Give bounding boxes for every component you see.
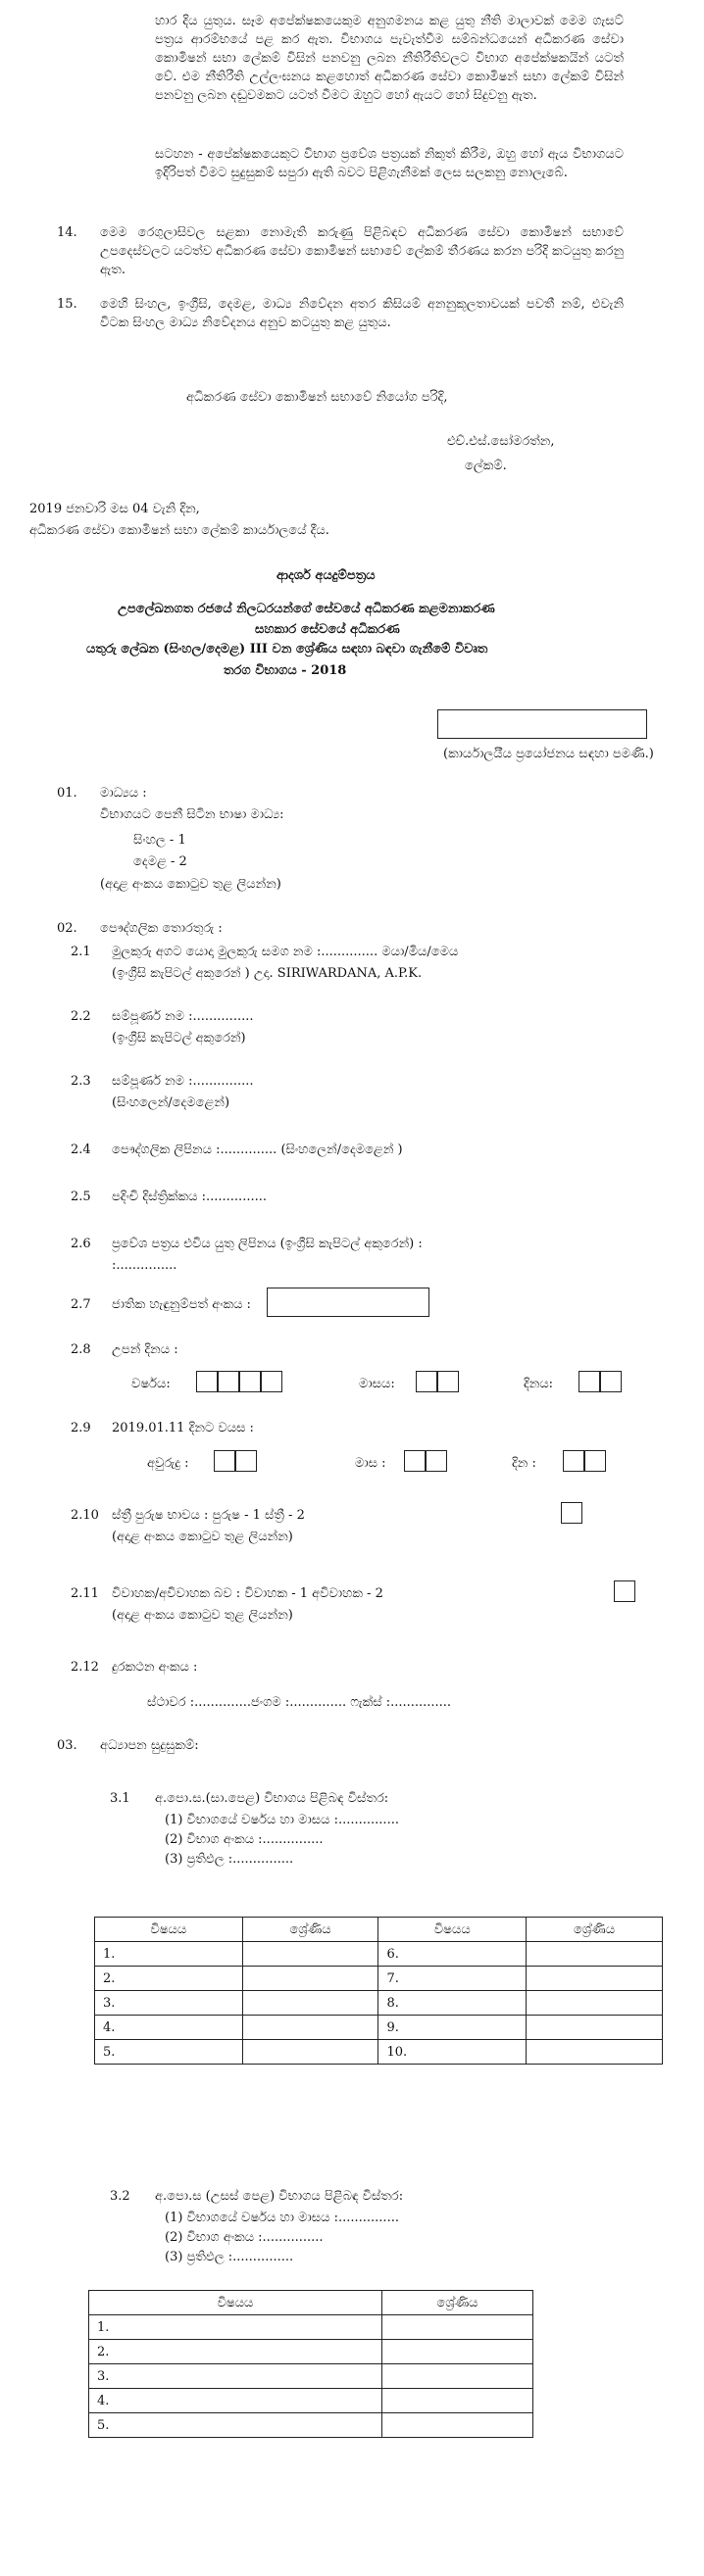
grade-cell[interactable] bbox=[527, 1991, 663, 2016]
ol-index-field[interactable]: (2) විභාග අංකය :............... bbox=[165, 1832, 324, 1847]
gender-box[interactable] bbox=[561, 1502, 582, 1524]
subject-cell[interactable]: 4. bbox=[89, 2389, 382, 2413]
age-days-label: දින : bbox=[512, 1456, 536, 1471]
table-header-row bbox=[89, 2291, 533, 2315]
admission-address-label: ප්‍රවේශ පත්‍රය එවිය යුතු ලිපිනය (ඉංග්‍රීසි කැපිටල් අකුරෙන්) : bbox=[112, 1237, 423, 1251]
al-details-label: අ.පො.ස (උසස් පෙළ) විභාගය පිළිබඳ විස්තර: bbox=[155, 2189, 404, 2204]
age-years-box[interactable] bbox=[235, 1450, 257, 1472]
subject-cell[interactable]: 5. bbox=[95, 2040, 243, 2065]
grade-cell[interactable] bbox=[527, 2016, 663, 2040]
grade-cell[interactable] bbox=[381, 2340, 532, 2364]
column-header-grade: ශ්‍රේණිය bbox=[527, 1918, 663, 1942]
column-header-grade: ශ්‍රේණිය bbox=[242, 1918, 378, 1942]
column-header-subject: විෂයය bbox=[378, 1918, 527, 1942]
item-3-2-number: 3.2 bbox=[110, 2189, 130, 2204]
column-header-grade: ශ්‍රේණිය bbox=[381, 2291, 532, 2315]
place-line: අධිකරණ සේවා කොමිෂන් සභා ලේකම් කාර්යාලයේ දීය. bbox=[29, 523, 329, 538]
section-15-number: 15. bbox=[57, 297, 77, 312]
item-2-9-number: 2.9 bbox=[71, 1421, 91, 1435]
dob-year-box[interactable] bbox=[218, 1371, 239, 1392]
age-label: 2019.01.11 දිනට වයස : bbox=[112, 1421, 254, 1435]
section-14-number: 14. bbox=[57, 225, 77, 240]
subject-cell[interactable]: 4. bbox=[95, 2016, 243, 2040]
item-2-12-number: 2.12 bbox=[71, 1660, 99, 1675]
phone-fields[interactable]: ස්ථාවර :..............ජංගම :.............. ෆැක්ස් :............... bbox=[147, 1695, 452, 1710]
section-02-number: 02. bbox=[57, 921, 77, 936]
form-heading: ආදර්ශ අයදුම්පත්‍රය bbox=[277, 568, 376, 583]
subject-cell[interactable]: 7. bbox=[378, 1967, 527, 1991]
item-2-10-number: 2.10 bbox=[71, 1508, 99, 1523]
item-2-3-number: 2.3 bbox=[71, 1074, 91, 1089]
age-days-box[interactable] bbox=[584, 1450, 606, 1472]
district-field[interactable]: පදිංචි දිස්ත්‍රික්කය :............... bbox=[112, 1190, 267, 1204]
table-row bbox=[89, 2340, 533, 2364]
name-with-initials-field[interactable]: මුලකුරු අගට යොදා මුලකුරු සමග නම :.............. මයා/මිය/මෙය bbox=[112, 945, 459, 959]
phone-label: දුරකථන අංකය : bbox=[112, 1660, 198, 1675]
nic-input-box[interactable] bbox=[267, 1288, 429, 1317]
grade-cell[interactable] bbox=[527, 1967, 663, 1991]
item-3-1-number: 3.1 bbox=[110, 1791, 130, 1806]
table-row bbox=[89, 2315, 533, 2340]
dob-year-box[interactable] bbox=[196, 1371, 218, 1392]
personal-address-field[interactable]: පෞද්ගලික ලිපිනය :.............. (සිංහලෙන්/දෙමළෙන් ) bbox=[112, 1142, 403, 1157]
admission-address-field[interactable]: :............... bbox=[112, 1258, 177, 1273]
dob-month-box[interactable] bbox=[416, 1371, 437, 1392]
item-2-6-number: 2.6 bbox=[71, 1237, 91, 1251]
subject-cell[interactable]: 10. bbox=[378, 2040, 527, 2065]
grade-cell[interactable] bbox=[381, 2389, 532, 2413]
al-results-field[interactable]: (3) ප්‍රතිඵල :............... bbox=[165, 2250, 294, 2264]
marital-status-note: (අදාළ අංකය කොටුව තුළ ලියන්න) bbox=[112, 1608, 293, 1623]
full-name-native-field[interactable]: සම්පූර්ණ නම :............... bbox=[112, 1074, 254, 1089]
intro-paragraph: හාර දිය යුතුය. සෑම අපේක්ෂකයෙකුම අනුගමනය කළ යුතු නීති මාලාවක් මෙම ගැසට් පත්‍රය ආරම්භයේ පළ කර ඇත. විභාගය පැවැත්වීම සම්බන්ධයෙන් අධිකරණ සේවා කොමිෂන් සභා ලේකම් විසින් පනවනු ලබන නීතිරීතිවලට විභාග අපේක්ෂකයින් යටත් වේ. එම නීතිරීති උල්ලංඝනය කළහොත් අධිකරණ සේවා කොමිෂන් සභා ලේකම් විසින් පනවනු ලබන දඬුවමකට යටත් වීමට ඔහුට හෝ ඇයට හෝ සිදුවනු ඇත. bbox=[155, 14, 624, 103]
subject-cell[interactable]: 5. bbox=[89, 2413, 382, 2438]
dob-year-box[interactable] bbox=[261, 1371, 282, 1392]
medium-option-tamil: දෙමළ - 2 bbox=[133, 854, 187, 869]
item-2-2-number: 2.2 bbox=[71, 1009, 91, 1024]
grade-cell[interactable] bbox=[242, 1942, 378, 1967]
grade-cell[interactable] bbox=[527, 2040, 663, 2065]
form-title-line-3: යතුරු ලේඛන (සිංහල/දෙමළ) III වන ශ්‍රේණිය සඳහා බඳවා ගැනීමේ විවෘත bbox=[86, 642, 488, 656]
dob-day-box[interactable] bbox=[578, 1371, 600, 1392]
full-name-english-field[interactable]: සම්පූර්ණ නම :............... bbox=[112, 1009, 254, 1024]
table-header-row bbox=[95, 1918, 663, 1942]
item-2-5-number: 2.5 bbox=[71, 1190, 91, 1204]
dob-label: උපන් දිනය : bbox=[112, 1342, 178, 1357]
ol-year-field[interactable]: (1) විභාගයේ වර්ෂය හා මාසය :............... bbox=[165, 1813, 399, 1827]
signatory-title: ලේකම්. bbox=[465, 459, 507, 473]
office-use-label: (කාර්යාලයීය ප්‍රයෝජනය සඳහා පමණි.) bbox=[443, 747, 654, 761]
column-header-subject: විෂයය bbox=[89, 2291, 382, 2315]
table-row bbox=[95, 1991, 663, 2016]
ol-results-field[interactable]: (3) ප්‍රතිඵල :............... bbox=[165, 1852, 294, 1867]
dob-day-label: දිනය: bbox=[524, 1377, 554, 1391]
section-14-text: මෙම රෙගුලාසිවල සළකා නොමැති කරුණු පිළිබඳව අධිකරණ සේවා කොමිෂන් සභාවේ උපදෙස්වලට යටත්ව අධිකරණ සේවා කොමිෂන් සභාවේ ලේකම් තීරණය කරන පරිදි කටයුතු කරනු ඇත. bbox=[100, 225, 624, 277]
table-row bbox=[95, 2016, 663, 2040]
table-row bbox=[89, 2413, 533, 2438]
section-03-number: 03. bbox=[57, 1738, 77, 1753]
table-row bbox=[89, 2389, 533, 2413]
ol-details-label: අ.පො.ස.(සා.පෙළ) විභාගය පිළිබඳ විස්තර: bbox=[155, 1791, 389, 1806]
item-2-8-number: 2.8 bbox=[71, 1342, 91, 1357]
subject-cell[interactable]: 3. bbox=[89, 2364, 382, 2389]
grade-cell[interactable] bbox=[242, 1967, 378, 1991]
age-days-box[interactable] bbox=[563, 1450, 584, 1472]
grade-cell[interactable] bbox=[381, 2413, 532, 2438]
subject-cell[interactable]: 1. bbox=[95, 1942, 243, 1967]
item-2-11-number: 2.11 bbox=[71, 1586, 99, 1601]
form-title-line-1: උපලේඛනගත රජයේ නිලධරයන්ගේ සේවයේ අධිකරණ කළමනාකරණ bbox=[118, 602, 495, 616]
subject-cell[interactable]: 6. bbox=[378, 1942, 527, 1967]
section-01-label: මාධ්‍යය : bbox=[100, 786, 147, 801]
age-months-box[interactable] bbox=[426, 1450, 447, 1472]
gender-note: (අදාළ අංකය කොටුව තුළ ලියන්න) bbox=[112, 1530, 293, 1544]
gender-label: ස්ත්‍රී පුරුෂ භාවය : පුරුෂ - 1 ස්ත්‍රී - 2 bbox=[112, 1508, 305, 1523]
dob-month-box[interactable] bbox=[437, 1371, 459, 1392]
subject-cell[interactable]: 9. bbox=[378, 2016, 527, 2040]
dob-month-label: මාසය: bbox=[359, 1377, 395, 1391]
order-line: අධිකරණ සේවා කොමිෂන් සභාවේ නියෝග පරිදි, bbox=[186, 390, 448, 405]
al-year-field[interactable]: (1) විභාගයේ වර්ෂය හා මාසය :............... bbox=[165, 2211, 399, 2225]
marital-status-label: විවාහක/අවිවාහක බව : විවාහක - 1 අවිවාහක - 2 bbox=[112, 1586, 383, 1601]
medium-note: (අදාළ අංකය කොටුව තුළ ලියන්න) bbox=[100, 877, 281, 892]
grade-cell[interactable] bbox=[242, 2016, 378, 2040]
name-with-initials-hint: (ඉංග්‍රීසි කැපිටල් අකුරෙන් ) උදා. SIRIWARDANA, A.P.K. bbox=[112, 966, 423, 981]
age-years-box[interactable] bbox=[214, 1450, 235, 1472]
age-months-box[interactable] bbox=[404, 1450, 426, 1472]
grade-cell[interactable] bbox=[381, 2364, 532, 2389]
note-paragraph: සටහන - අපේක්ෂකයෙකුට විභාග ප්‍රවේශ පත්‍රයක් නිකුත් කිරීම, ඔහු හෝ ඇය විභාගයට ඉදිරිපත් වීමට සුදුසුකම් සපුරා ඇති බවට පිළිගැනීමක් ලෙස සලකනු නොලැබේ. bbox=[155, 147, 624, 180]
medium-option-sinhala: සිංහල - 1 bbox=[133, 833, 186, 848]
grade-cell[interactable] bbox=[242, 1991, 378, 2016]
subject-cell[interactable]: 8. bbox=[378, 1991, 527, 2016]
table-row bbox=[95, 2040, 663, 2065]
form-title-line-4: තරග විභාගය - 2018 bbox=[224, 663, 347, 678]
medium-instruction: විභාගයට පෙනී සිටින භාෂා මාධ්‍ය: bbox=[100, 807, 284, 822]
table-row bbox=[95, 1967, 663, 1991]
dob-day-box[interactable] bbox=[600, 1371, 622, 1392]
column-header-subject: විෂයය bbox=[95, 1918, 243, 1942]
subject-cell[interactable]: 2. bbox=[89, 2340, 382, 2364]
section-01-number: 01. bbox=[57, 786, 77, 801]
table-row bbox=[95, 1942, 663, 1967]
subject-cell[interactable]: 2. bbox=[95, 1967, 243, 1991]
full-name-native-hint: (සිංහලෙන්/දෙමළෙන්) bbox=[112, 1095, 230, 1110]
office-use-box[interactable] bbox=[437, 709, 647, 739]
section-02-label: පෞද්ගලික තොරතුරු : bbox=[100, 921, 223, 936]
ol-results-table bbox=[94, 1917, 663, 2065]
form-title-line-2: සහකාර සේවයේ අධිකරණ bbox=[255, 622, 400, 637]
date-line: 2019 ජනවාරි මස 04 වැනි දින, bbox=[29, 502, 200, 516]
al-index-field[interactable]: (2) විභාග අංකය :............... bbox=[165, 2230, 324, 2245]
age-months-label: මාස : bbox=[355, 1456, 386, 1471]
marital-status-box[interactable] bbox=[614, 1580, 635, 1602]
dob-year-label: වර්ෂය: bbox=[131, 1377, 171, 1391]
grade-cell[interactable] bbox=[381, 2315, 532, 2340]
signatory-name: එච්.එස්.සෝමරත්න, bbox=[447, 434, 555, 449]
grade-cell[interactable] bbox=[527, 1942, 663, 1967]
section-15-text: මෙහි සිංහල, ඉංග්‍රීසි, දෙමළ, මාධ්‍ය නිවේදන අතර කිසියම් අනනුකූලතාවයක් පවතී නම්, එවැනි විටක සිංහල මාධ්‍ය නිවේදනය අනුව කටයුතු කළ යුතුය. bbox=[100, 297, 624, 330]
item-2-1-number: 2.1 bbox=[71, 945, 91, 959]
subject-cell[interactable]: 1. bbox=[89, 2315, 382, 2340]
item-2-7-number: 2.7 bbox=[71, 1297, 91, 1312]
age-years-label: අවුරුදු : bbox=[147, 1456, 189, 1471]
nic-label: ජාතික හැඳුනුම්පත් අංකය : bbox=[112, 1297, 251, 1312]
item-2-4-number: 2.4 bbox=[71, 1142, 91, 1157]
full-name-english-hint: (ඉංග්‍රීසි කැපිටල් අකුරෙන්) bbox=[112, 1031, 246, 1045]
al-results-table bbox=[88, 2290, 533, 2438]
subject-cell[interactable]: 3. bbox=[95, 1991, 243, 2016]
section-03-label: අධ්‍යාපන සුදුසුකම්: bbox=[100, 1738, 199, 1753]
dob-year-box[interactable] bbox=[239, 1371, 261, 1392]
table-row bbox=[89, 2364, 533, 2389]
grade-cell[interactable] bbox=[242, 2040, 378, 2065]
